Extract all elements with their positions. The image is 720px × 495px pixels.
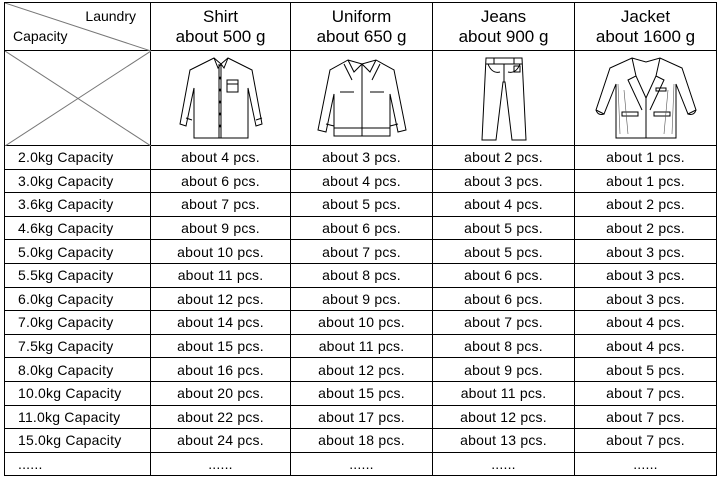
quantity-cell: about 10 pcs. [151, 240, 291, 264]
column-header-shirt [151, 3, 291, 51]
quantity-cell: about 7 pcs. [291, 240, 433, 264]
capacity-cell: 5.0kg Capacity [5, 240, 151, 264]
quantity-cell: about 4 pcs. [575, 334, 717, 358]
quantity-cell: about 3 pcs. [575, 263, 717, 287]
table-row [5, 381, 717, 405]
quantity-cell: about 15 pcs. [291, 381, 433, 405]
capacity-cell: 11.0kg Capacity [5, 405, 151, 429]
quantity-cell: about 2 pcs. [575, 216, 717, 240]
column-weight: about 1600 g [595, 26, 696, 46]
quantity-cell: about 6 pcs. [291, 216, 433, 240]
column-weight: about 900 g [458, 26, 549, 46]
capacity-cell: 10.0kg Capacity [5, 381, 151, 405]
quantity-cell: about 3 pcs. [433, 169, 575, 193]
quantity-cell: about 15 pcs. [151, 334, 291, 358]
quantity-cell: about 12 pcs. [151, 287, 291, 311]
column-header-uniform [291, 3, 433, 51]
table-row [5, 452, 717, 476]
column-name: Uniform [331, 6, 392, 26]
capacity-cell: 6.0kg Capacity [5, 287, 151, 311]
table-row [5, 193, 717, 217]
table-row [5, 216, 717, 240]
table-row [5, 169, 717, 193]
column-name: Jacket [620, 6, 671, 26]
quantity-cell: about 1 pcs. [575, 169, 717, 193]
quantity-cell: about 5 pcs. [291, 193, 433, 217]
quantity-cell: about 17 pcs. [291, 405, 433, 429]
quantity-cell: ...... [291, 452, 433, 476]
table-row [5, 240, 717, 264]
capacity-cell: 3.0kg Capacity [5, 169, 151, 193]
column-weight: about 650 g [316, 26, 407, 46]
quantity-cell: ...... [151, 452, 291, 476]
quantity-cell: about 7 pcs. [151, 193, 291, 217]
capacity-cell: 15.0kg Capacity [5, 429, 151, 453]
column-name: Jeans [480, 6, 527, 26]
jacket-image-cell [575, 51, 717, 146]
capacity-cell: 8.0kg Capacity [5, 358, 151, 382]
quantity-cell: about 6 pcs. [433, 263, 575, 287]
jeans-icon [474, 54, 534, 142]
quantity-cell: about 7 pcs. [575, 429, 717, 453]
quantity-cell: about 16 pcs. [151, 358, 291, 382]
uniform-image-cell [291, 51, 433, 146]
quantity-cell: about 4 pcs. [151, 146, 291, 170]
quantity-cell: about 2 pcs. [433, 146, 575, 170]
quantity-cell: about 7 pcs. [433, 311, 575, 335]
capacity-cell: ...... [5, 452, 151, 476]
shirt-image-cell [151, 51, 291, 146]
capacity-cell: 7.0kg Capacity [5, 311, 151, 335]
quantity-cell: about 5 pcs. [575, 358, 717, 382]
quantity-cell: about 1 pcs. [575, 146, 717, 170]
quantity-cell: about 13 pcs. [433, 429, 575, 453]
quantity-cell: about 5 pcs. [433, 240, 575, 264]
table-row [5, 405, 717, 429]
cross-lines [5, 51, 151, 146]
empty-cross-cell [5, 51, 151, 146]
quantity-cell: about 11 pcs. [291, 334, 433, 358]
quantity-cell: about 24 pcs. [151, 429, 291, 453]
quantity-cell: about 11 pcs. [433, 381, 575, 405]
quantity-cell: about 3 pcs. [575, 287, 717, 311]
column-header-jeans [433, 3, 575, 51]
column-weight: about 500 g [175, 26, 266, 46]
capacity-cell: 2.0kg Capacity [5, 146, 151, 170]
quantity-cell: about 22 pcs. [151, 405, 291, 429]
column-header-jacket [575, 3, 717, 51]
table-row [5, 146, 717, 170]
quantity-cell: about 4 pcs. [575, 311, 717, 335]
quantity-cell: about 3 pcs. [575, 240, 717, 264]
image-row [5, 51, 717, 146]
quantity-cell: about 14 pcs. [151, 311, 291, 335]
capacity-label: Capacity [13, 28, 68, 44]
quantity-cell: ...... [433, 452, 575, 476]
jacket-icon [592, 54, 700, 142]
quantity-cell: about 6 pcs. [151, 169, 291, 193]
quantity-cell: about 7 pcs. [575, 381, 717, 405]
table-row [5, 287, 717, 311]
quantity-cell: about 9 pcs. [151, 216, 291, 240]
quantity-cell: about 8 pcs. [433, 334, 575, 358]
table-row [5, 358, 717, 382]
quantity-cell: about 5 pcs. [433, 216, 575, 240]
quantity-cell: about 7 pcs. [575, 405, 717, 429]
table-row [5, 429, 717, 453]
header-row [5, 3, 717, 51]
quantity-cell: about 4 pcs. [433, 193, 575, 217]
quantity-cell: about 3 pcs. [291, 146, 433, 170]
quantity-cell: about 12 pcs. [291, 358, 433, 382]
quantity-cell: about 18 pcs. [291, 429, 433, 453]
corner-header-cell [5, 3, 151, 51]
laundry-capacity-table [4, 2, 717, 476]
quantity-cell: about 8 pcs. [291, 263, 433, 287]
quantity-cell: ...... [575, 452, 717, 476]
quantity-cell: about 9 pcs. [433, 358, 575, 382]
capacity-cell: 5.5kg Capacity [5, 263, 151, 287]
column-name: Shirt [203, 6, 238, 26]
quantity-cell: about 9 pcs. [291, 287, 433, 311]
table-row [5, 334, 717, 358]
jeans-image-cell [433, 51, 575, 146]
quantity-cell: about 10 pcs. [291, 311, 433, 335]
quantity-cell: about 20 pcs. [151, 381, 291, 405]
table-row [5, 263, 717, 287]
quantity-cell: about 12 pcs. [433, 405, 575, 429]
quantity-cell: about 11 pcs. [151, 263, 291, 287]
table-row [5, 311, 717, 335]
capacity-cell: 7.5kg Capacity [5, 334, 151, 358]
quantity-cell: about 6 pcs. [433, 287, 575, 311]
quantity-cell: about 4 pcs. [291, 169, 433, 193]
capacity-cell: 4.6kg Capacity [5, 216, 151, 240]
quantity-cell: about 2 pcs. [575, 193, 717, 217]
shirt-icon [176, 54, 266, 142]
uniform-jacket-icon [314, 54, 410, 142]
capacity-cell: 3.6kg Capacity [5, 193, 151, 217]
laundry-label: Laundry [85, 8, 136, 24]
